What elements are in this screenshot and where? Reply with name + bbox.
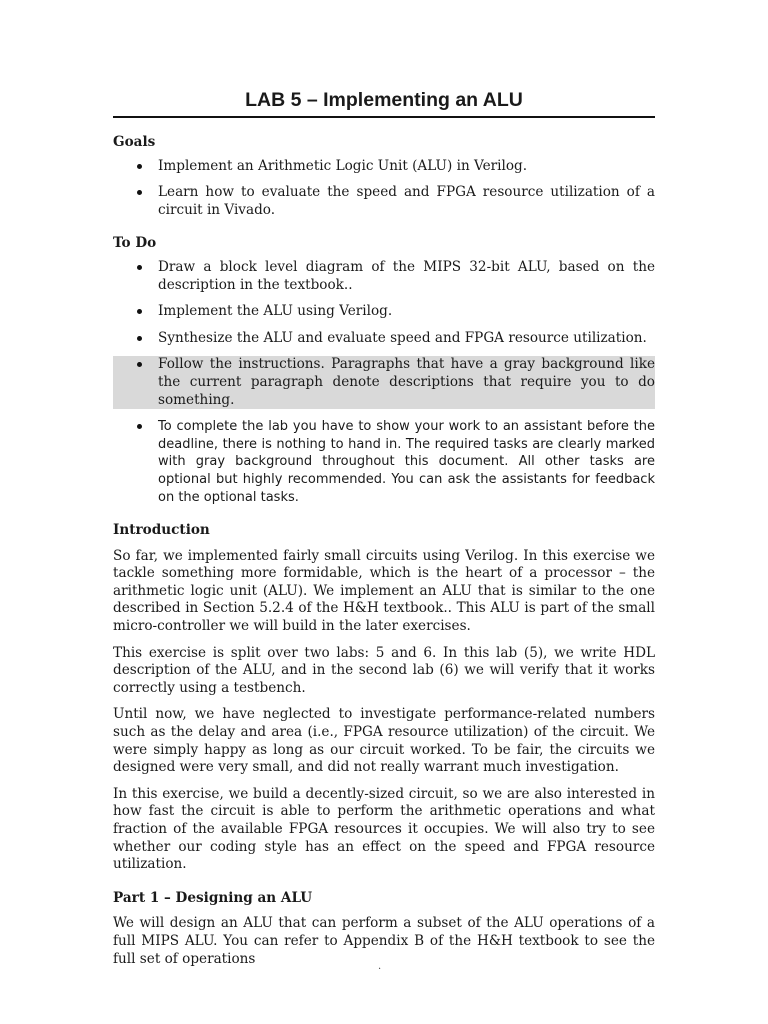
part1-paragraph: We will design an ALU that can perform a subset of the ALU operations of a full MIPS ALU. You can refer to Appendix B of the H&H textbook to see the full set of operations (113, 915, 655, 967)
todo-item: Synthesize the ALU and evaluate speed and FPGA resource utilization. (113, 330, 655, 348)
introduction-paragraph: Until now, we have neglected to investigate performance-related numbers such as the delay and area (i.e., FPGA resource utilization) of the circuit. We were simply happy as long as our circuit worked. To be fair, the circuits we designed were very small, and did not really warrant much investigation. (113, 706, 655, 776)
page-title: LAB 5 – Implementing an ALU (113, 88, 655, 118)
introduction-paragraph: In this exercise, we build a decently-sized circuit, so we are also interested in how fast the circuit is able to perform the arithmetic operations and what fraction of the available FPGA resources it occupies. We will also try to see whether our coding style has an effect on the speed and FPGA resource utilization. (113, 785, 655, 873)
todo-list (113, 259, 655, 506)
goals-item: Learn how to evaluate the speed and FPGA resource utilization of a circuit in Vivado. (113, 184, 655, 219)
todo-heading: To Do (113, 235, 157, 252)
todo-item-highlighted: Follow the instructions. Paragraphs that have a gray background like the current paragraph denote descriptions that require you to do something. (113, 356, 655, 409)
goals-list (113, 158, 655, 220)
todo-item: Implement the ALU using Verilog. (113, 303, 655, 321)
introduction-paragraph: So far, we implemented fairly small circuits using Verilog. In this exercise we tackle something more formidable, which is the heart of a processor – the arithmetic logic unit (ALU). We implement an ALU that is similar to the one described in Section 5.2.4 of the H&H textbook.. This ALU is part of the small micro-controller we will build in the later exercises. (113, 547, 655, 635)
introduction-heading: Introduction (113, 522, 210, 539)
part1-heading: Part 1 – Designing an ALU (113, 889, 313, 906)
document-page (113, 88, 655, 977)
footer-mark: . (378, 961, 382, 972)
goals-heading: Goals (113, 134, 156, 150)
todo-item: Draw a block level diagram of the MIPS 32-bit ALU, based on the description in the textbook.. (113, 259, 655, 294)
introduction-paragraph: This exercise is split over two labs: 5 and 6. In this lab (5), we write HDL description of the ALU, and in the second lab (6) we will verify that it works correctly using a testbench. (113, 644, 655, 696)
todo-item: To complete the lab you have to show your work to an assistant before the deadline, there is nothing to hand in. The required tasks are clearly marked with gray background throughout this document. All other tasks are optional but highly recommended. You can ask the assistants for feedback on the optional tasks. (113, 418, 655, 506)
goals-item: Implement an Arithmetic Logic Unit (ALU) in Verilog. (113, 158, 655, 176)
